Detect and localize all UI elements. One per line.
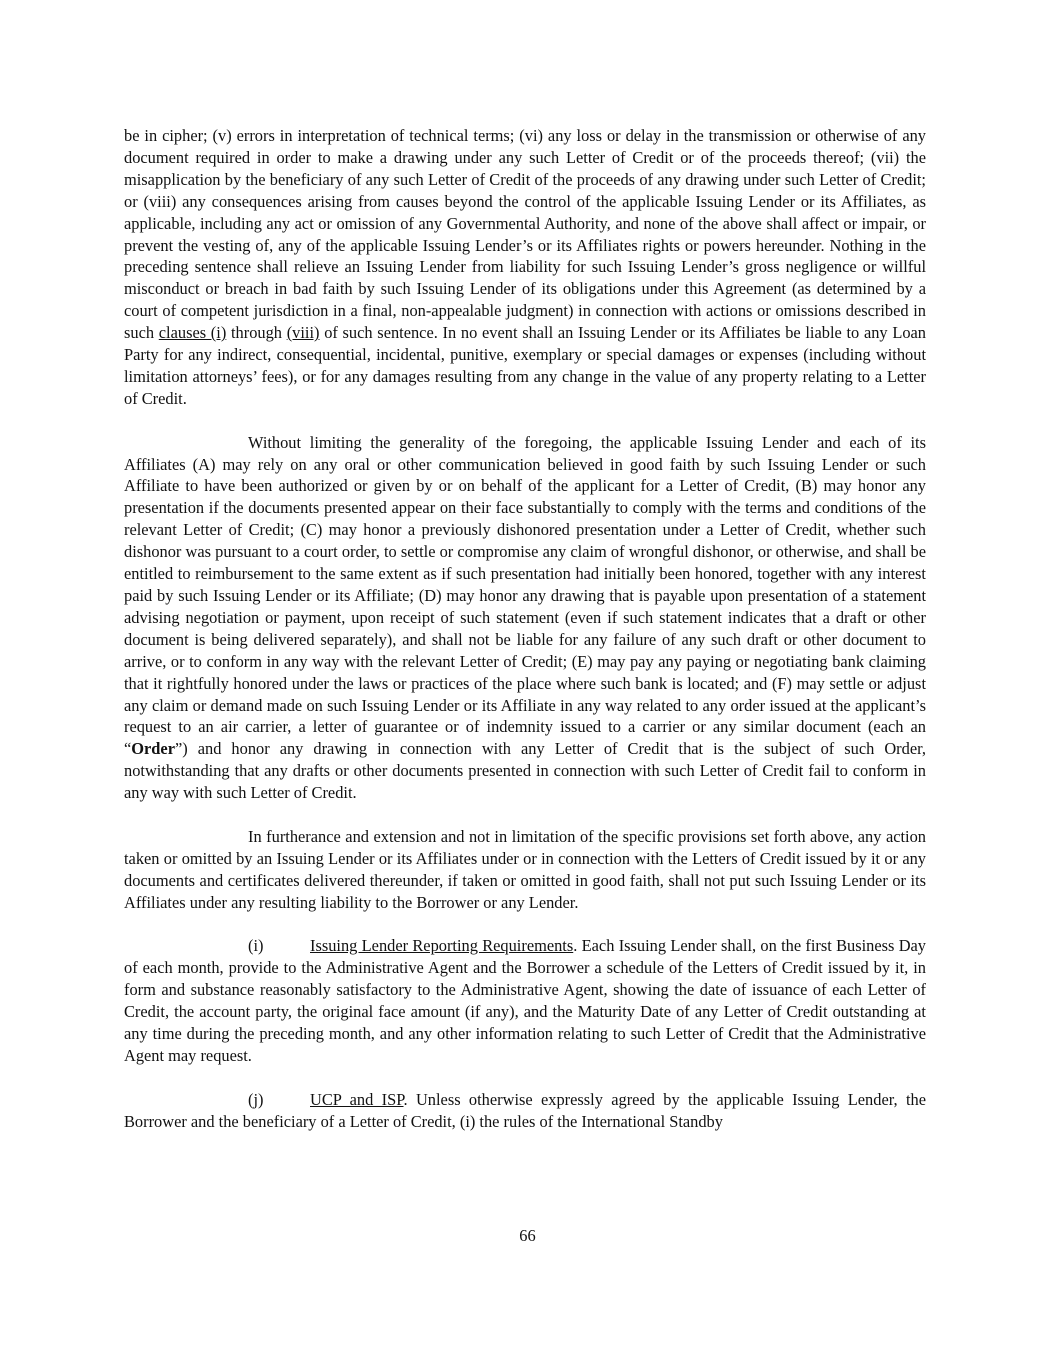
section-i-reporting: (i) Issuing Lender Reporting Requirements. Each Issuing Lender shall, on the first Business Day of each month, provide to the Administrative Agent and the Borrower a schedule of the Letters of Credit issued by it, in form and substance reasonably satisfactory to the Administrative Agent, showing the date of issuance of each Letter of Credit, the account party, the original face amount (if any), and the Maturity Date of any Letter of Credit outstanding at any time during the preceding month, and any other information relating to such Letter of Credit that the Administrative Agent may request. — [124, 936, 926, 1066]
paragraph-exculpation: be in cipher; (v) errors in interpretation of technical terms; (vi) any loss or delay in the transmission or otherwise of any document required in order to make a drawing under any such Letter of Credit or of the proceeds thereof; (vii) the misapplication by the beneficiary of any such Letter of Credit of the proceeds of any drawing under such Letter of Credit; or (viii) any consequences arising from causes beyond the control of the applicable Issuing Lender or its Affiliates, as applicable, including any act or omission of any Governmental Authority, and none of the above shall affect or impair, or prevent the vesting of, any of the applicable Issuing Lender’s or its Affiliates rights or powers hereunder. Nothing in the preceding sentence shall relieve an Issuing Lender from liability for such Issuing Lender’s gross negligence or willful misconduct or breach in bad faith by such Issuing Lender of its obligations under this Agreement (as determined by a court of competent jurisdiction in a final, non-appealable judgment) in connection with actions or omissions described in such clauses (i) through (viii) of such sentence. In no event shall an Issuing Lender or its Affiliates be liable to any Loan Party for any indirect, consequential, incidental, punitive, exemplary or special damages or expenses (including without limitation attorneys’ fees), or for any damages resulting from any change in the value of any property relating to a Letter of Credit. — [124, 126, 927, 408]
clause-viii-ref: (viii) — [286, 323, 320, 343]
paragraph-generality: Without limiting the generality of the foregoing, the applicable Issuing Lender and each of its Affiliates (A) may rely on any oral or other communication believed in good faith by such Issuing Lender or such Affiliate to have been authorized or given by or on behalf of the applicant for a Letter of Credit, (B) may honor any presentation if the documents presented appear on their face substantially to comply with the terms and conditions of the relevant Letter of Credit; (C) may honor a previously dishonored presentation under a Letter of Credit, whether such dishonor was pursuant to a court order, to settle or compromise any claim of wrongful dishonor, or otherwise, and shall be entitled to reimbursement to the same extent as if such presentation had initially been honored, together with any interest paid by such Issuing Lender or its Affiliate; (D) may honor any drawing that is payable upon presentation of a statement advising negotiation or payment, upon receipt of such statement (even if such statement indicates that a draft or other document is being delivered separately), and shall not be liable for any failure of any such draft or other document to arrive, or to conform in any way with the relevant Letter of Credit; (E) may pay any paying or negotiating bank claiming that it rightfully honored under the laws or practices of the place where such bank is located; and (F) may settle or adjust any claim or demand made on such Issuing Lender or its Affiliate in any way related to any order issued at the applicant’s request to an air carrier, a letter of guarantee or of indemnity issued to a carrier or any similar document (each an “Order”) and honor any drawing in connection with any Letter of Credit that is the subject of such Order, notwithstanding that any drafts or other documents presented in connection with such Letter of Credit fail to conform in any way with such Letter of Credit. — [124, 432, 926, 803]
clauses-i-ref: clauses (i) — [158, 323, 227, 343]
section-j-ucp-isp: (j) UCP and ISP. Unless otherwise expressly agreed by the applicable Issuing Lender, the Borrower and the beneficiary of a Letter of Credit, (i) the rules of the International Standby — [124, 1089, 926, 1131]
document-body — [124, 125, 926, 1133]
page-number: 66 — [519, 1226, 536, 1245]
defined-term-order: Order — [131, 739, 175, 759]
section-heading: Issuing Lender Reporting Requirements — [310, 936, 574, 956]
section-number: (i) — [248, 936, 264, 956]
section-heading: UCP and ISP — [310, 1089, 404, 1109]
section-number: (j) — [248, 1089, 264, 1109]
paragraph-furtherance: In furtherance and extension and not in limitation of the specific provisions set forth above, any action taken or omitted by an Issuing Lender or its Affiliates under or in connection with the Letters of Credit issued by it or any documents and certificates delivered thereunder, if taken or omitted in good faith, shall not put such Issuing Lender or its Affiliates under any resulting liability to the Borrower or any Lender. — [124, 826, 926, 912]
